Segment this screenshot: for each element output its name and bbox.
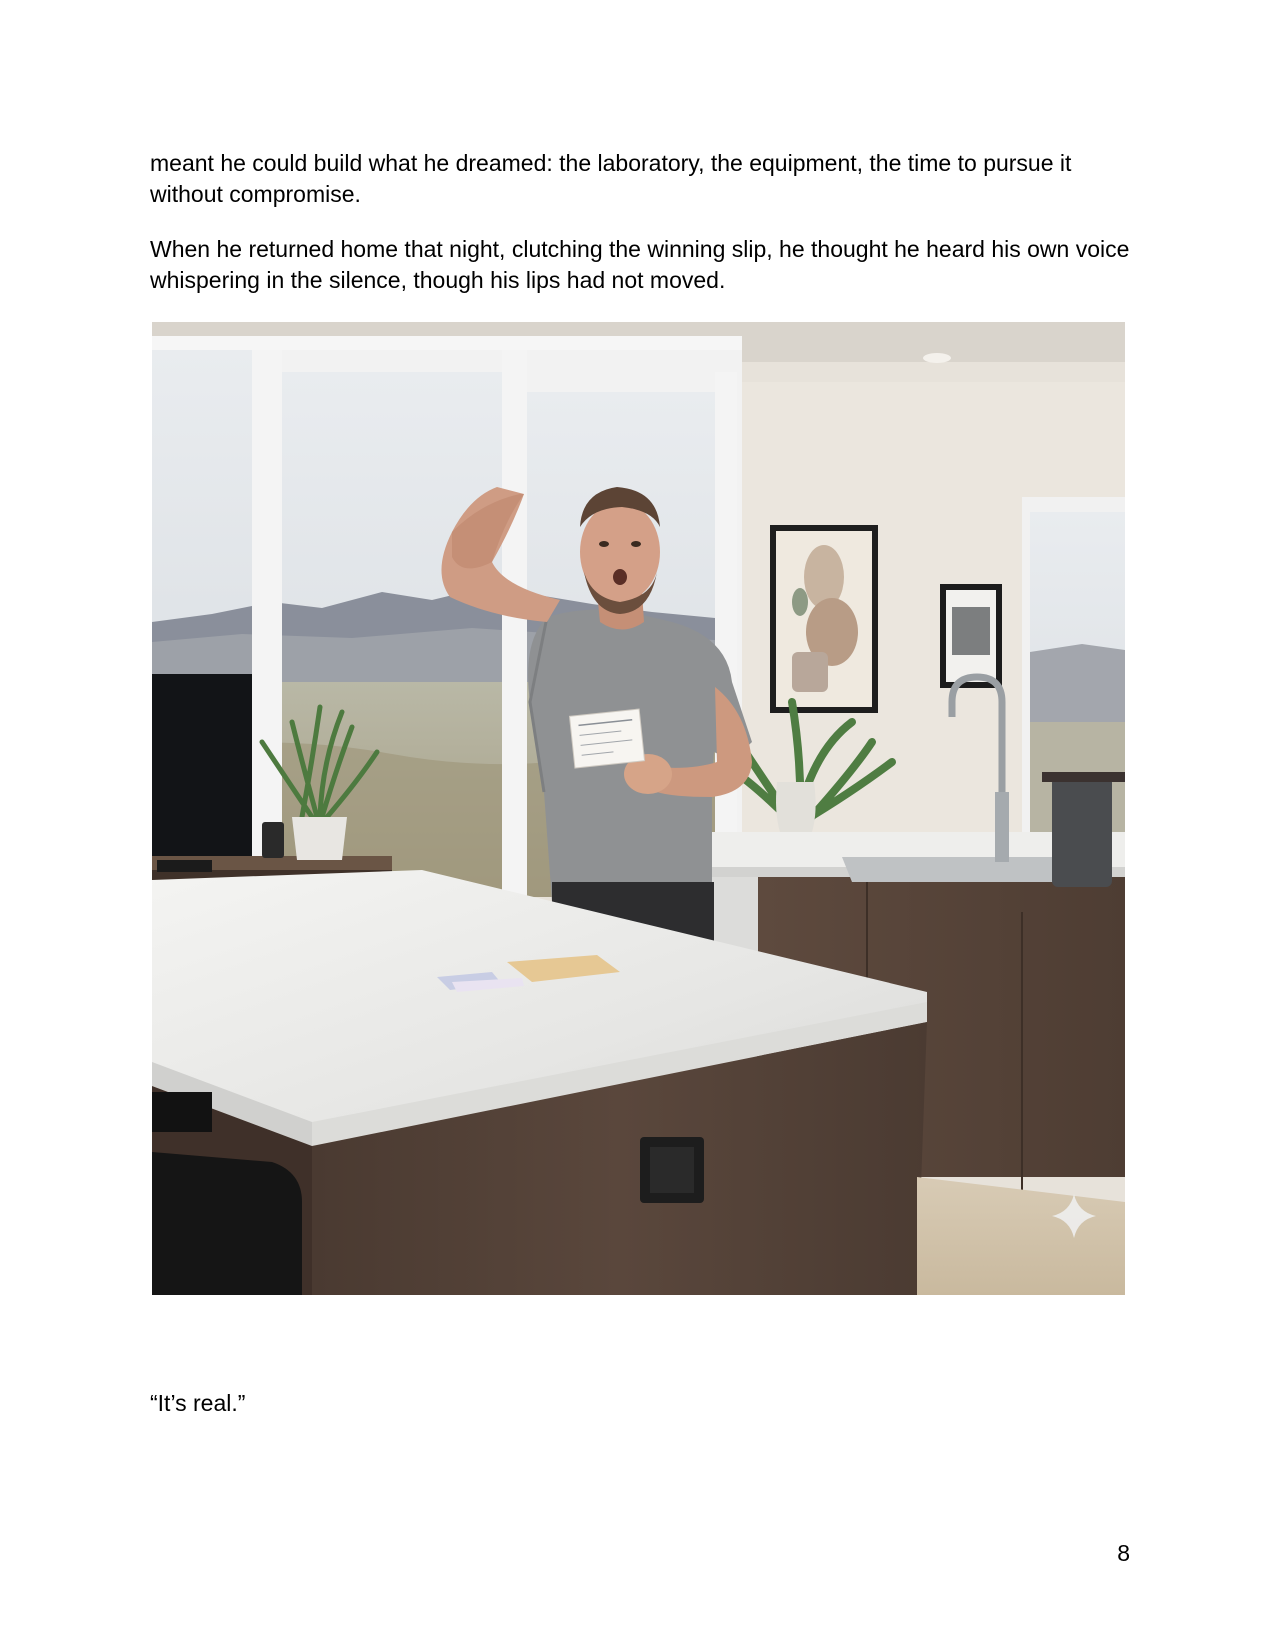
page-number: 8: [1117, 1540, 1130, 1566]
kitchen-scene-image: [152, 322, 1125, 1295]
paragraph-2: When he returned home that night, clutching the winning slip, he thought he heard his own voice whispering in the silence, though his lips had not moved.: [150, 236, 1130, 293]
paragraph-3: “It’s real.”: [150, 1390, 246, 1416]
paragraph-1: meant he could build what he dreamed: the laboratory, the equipment, the time to pursue it without compromise.: [150, 150, 1072, 207]
